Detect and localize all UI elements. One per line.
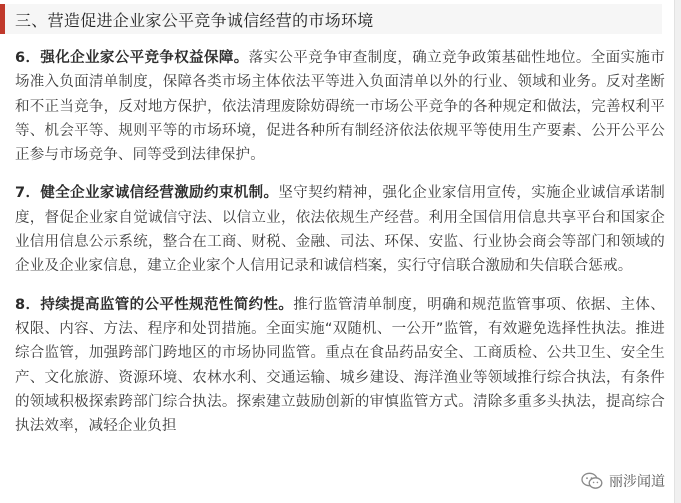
paragraph-6-heading: 6．强化企业家公平竞争权益保障。 [15, 50, 249, 66]
scrollbar-track[interactable] [674, 0, 681, 503]
paragraph-8 [15, 293, 665, 439]
wechat-icon [581, 472, 603, 490]
account-watermark [577, 469, 671, 493]
article-body [15, 46, 665, 452]
paragraph-7 [15, 181, 665, 278]
watermark-text: 丽涉闻道 [609, 474, 665, 490]
section-header [0, 4, 662, 34]
paragraph-8-text: 推行监管清单制度，明确和规范监管事项、依据、主体、权限、内容、方法、程序和处罚措施。全面实施“双随机、一公开”监管，有效避免选择性执法。推进综合监管，加强跨部门跨地区的市场协同监管。重点在食品药品安全、工商质检、公共卫生、安全生产、文化旅游、资源环境、农林水利、交通运输、城乡建设、海洋渔业等领域推行综合执法，有条件的领域积极探索跨部门综合执法。探索建立鼓励创新的审慎监管方式。清除多重多头执法，提高综合执法效率，减轻企业负担 [15, 296, 665, 435]
paragraph-6 [15, 46, 665, 167]
paragraph-7-heading: 7．健全企业家诚信经营激励约束机制。 [15, 185, 279, 202]
paragraph-6-text: 落实公平竞争审查制度，确立竞争政策基础性地位。全面实施市场准入负面清单制度，保障各类市场主体依法平等进入负面清单以外的行业、领域和业务。反对垄断和不正当竞争，反对地方保护，依法清理废除妨碍统一市场公平竞争的各种规定和做法，完善权利平等、机会平等、规则平等的市场环境，促进各种所有制经济依法依规平等使用生产要素、公开公平公正参与市场竞争、同等受到法律保护。 [15, 50, 665, 164]
section-title: 三、营造促进企业家公平竞争诚信经营的市场环境 [15, 10, 374, 30]
paragraph-7-text: 坚守契约精神，强化企业家信用宣传，实施企业诚信承诺制度，督促企业家自觉诚信守法、以信立业，依法依规生产经营。利用全国信用信息共享平台和国家企业信用信息公示系统，整合在工商、财税、金融、司法、环保、安监、行业协会商会等部门和领域的企业及企业家信息，建立企业家个人信用记录和诚信档案，实行守信联合激励和失信联合惩戒。 [15, 185, 665, 275]
paragraph-8-heading: 8．持续提高监管的公平性规范性简约性。 [15, 296, 294, 313]
